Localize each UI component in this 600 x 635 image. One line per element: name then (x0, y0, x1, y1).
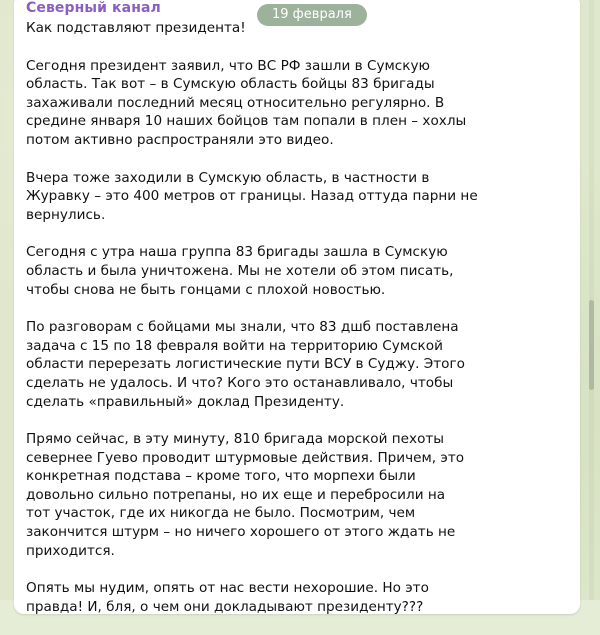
text-line: вернулись. (26, 206, 106, 223)
scrollbar-thumb[interactable] (589, 300, 594, 390)
paragraph (26, 579, 586, 616)
paragraph (26, 57, 586, 150)
text-line: конкретная подстава – кроме того, что морпехи были (26, 468, 416, 485)
text-line: потом активно распространяли это видео. (26, 131, 334, 148)
text-line: Сегодня президент заявил, что ВС РФ зашли в Сумскую (26, 57, 430, 74)
text-line: средине января 10 наших бойцов там попали в плен – хохлы (26, 113, 467, 130)
date-separator: 19 февраля (257, 4, 367, 26)
text-line: тот участок, где их никогда не было. Посмотрим, чем (26, 505, 416, 522)
text-line: закончится штурм – но ничего хорошего от этого ждать не (26, 524, 456, 541)
text-line: сделать не удалось. И что? Кого это останавливало, чтобы (26, 374, 454, 391)
text-line: довольно сильно потрепаны, но их еще и перебросили на (26, 486, 446, 503)
text-line: сделать «правильный» доклад Президенту. (26, 393, 345, 410)
text-line: область и была уничтожена. Мы не хотели об этом писать, (26, 262, 454, 279)
text-line: чтобы снова не быть гонцами с плохой новостью. (26, 281, 386, 298)
channel-name[interactable]: Северный канал (26, 0, 161, 16)
text-line: области перерезать логистические пути ВСУ в Суджу. Этого (26, 356, 465, 373)
paragraph (26, 318, 586, 411)
text-line: область. Так вот – в Сумскую область бойцы 83 бригады (26, 76, 435, 93)
post-text (26, 19, 586, 635)
text-line: Опять мы нудим, опять от нас вести нехорошие. Но это (26, 580, 429, 597)
text-line: приходится. (26, 542, 115, 559)
text-line: Журавку – это 400 метров от границы. Назад оттуда парни не (26, 188, 478, 205)
paragraph (26, 243, 586, 299)
paragraph (26, 19, 586, 38)
paragraph (26, 169, 586, 225)
text-line: Как подставляют президента! (26, 20, 246, 36)
text-line: задача с 15 по 18 февраля войти на территорию Сумской (26, 337, 443, 354)
text-line: По разговорам с бойцами мы знали, что 83 дшб поставлена (26, 319, 459, 336)
text-line: захаживали последний месяц относительно регулярно. В (26, 94, 445, 111)
text-line: Сегодня с утра наша группа 83 бригады зашла в Сумскую (26, 244, 448, 261)
text-line: севернее Гуево проводит штурмовые действия. Причем, это (26, 449, 465, 466)
text-line: Вчера тоже заходили в Сумскую область, в частности в (26, 169, 430, 186)
text-line: правда! И, бля, о чем они докладывают президенту??? (26, 598, 424, 615)
paragraph (26, 430, 586, 560)
text-line: Прямо сейчас, в эту минуту, 810 бригада морской пехоты (26, 431, 445, 448)
